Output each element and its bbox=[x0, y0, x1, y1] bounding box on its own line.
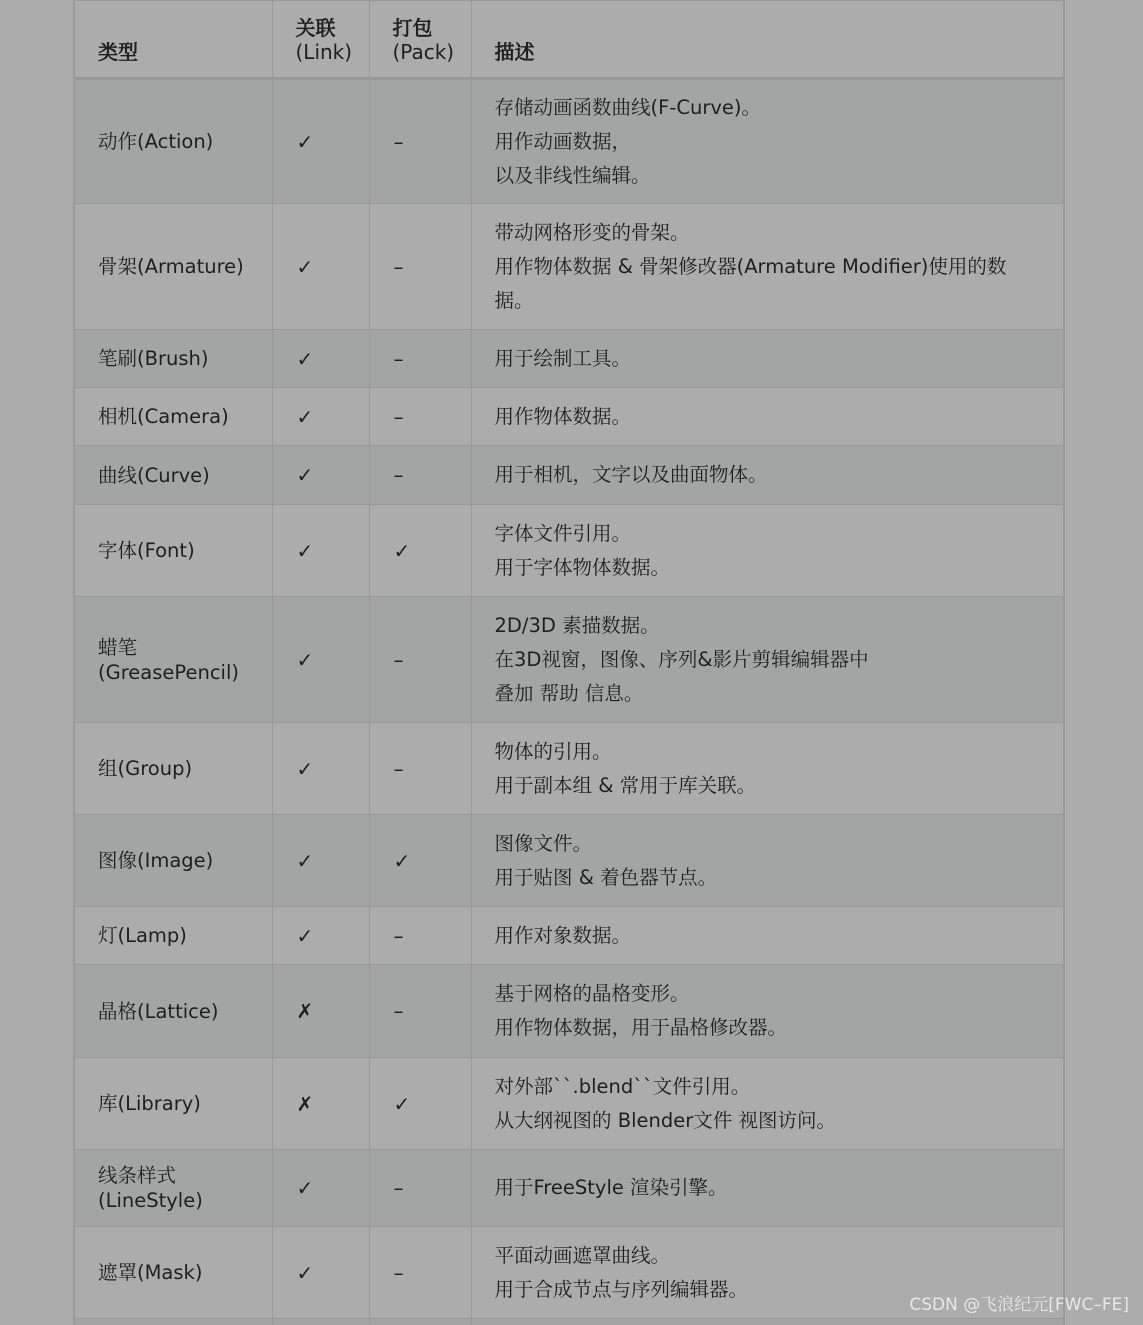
description-line: 用作对象数据。 bbox=[494, 923, 632, 947]
cell-link: ✓ bbox=[272, 1227, 369, 1319]
cell-link: ✓ bbox=[272, 907, 369, 965]
cell-type: 字体(Font) bbox=[75, 505, 272, 597]
cell-description bbox=[471, 446, 1063, 505]
table-row-partial bbox=[75, 1319, 1063, 1325]
cell-link: ✓ bbox=[272, 505, 369, 597]
cell-description bbox=[471, 1150, 1063, 1227]
header-link-line1: 关联 bbox=[295, 16, 336, 40]
cell-type: 晶格(Lattice) bbox=[75, 965, 272, 1058]
table-row bbox=[75, 79, 1063, 204]
cell-link: ✓ bbox=[272, 723, 369, 815]
cell-description bbox=[471, 723, 1063, 815]
cell-description bbox=[471, 505, 1063, 597]
description-line: 从大纲视图的 Blender文件 视图访问。 bbox=[494, 1108, 836, 1132]
cell-pack: ✓ bbox=[369, 815, 471, 907]
description-line: 用于绘制工具。 bbox=[494, 346, 632, 370]
description-line: 用于合成节点与序列编辑器。 bbox=[494, 1277, 749, 1301]
cell-pack: – bbox=[369, 446, 471, 505]
table-row bbox=[75, 1150, 1063, 1227]
cell-pack: – bbox=[369, 1227, 471, 1319]
header-pack-line1: 打包 bbox=[392, 16, 433, 40]
cell-empty bbox=[471, 1319, 1063, 1325]
description-line: 据。 bbox=[494, 288, 534, 312]
cell-type: 曲线(Curve) bbox=[75, 446, 272, 505]
description-line: 用于贴图 & 着色器节点。 bbox=[494, 865, 718, 889]
cell-link: ✓ bbox=[272, 597, 369, 723]
cell-pack: – bbox=[369, 965, 471, 1058]
description-line: 字体文件引用。 bbox=[494, 521, 632, 545]
description-line: 用作物体数据。 bbox=[494, 404, 632, 428]
cell-description bbox=[471, 388, 1063, 446]
table-row bbox=[75, 723, 1063, 815]
cell-type: 笔刷(Brush) bbox=[75, 330, 272, 388]
cell-pack: – bbox=[369, 597, 471, 723]
cell-pack: – bbox=[369, 907, 471, 965]
table-row bbox=[75, 597, 1063, 723]
table-header bbox=[75, 1, 1063, 79]
cell-type: 灯(Lamp) bbox=[75, 907, 272, 965]
cell-pack: ✓ bbox=[369, 505, 471, 597]
cell-description bbox=[471, 204, 1063, 330]
table-row bbox=[75, 815, 1063, 907]
cell-link: ✓ bbox=[272, 388, 369, 446]
header-link-line2: (Link) bbox=[295, 40, 353, 64]
table-row bbox=[75, 446, 1063, 505]
description-line: 图像文件。 bbox=[494, 831, 593, 855]
table-row bbox=[75, 965, 1063, 1058]
description-line: 存储动画函数曲线(F-Curve)。 bbox=[494, 95, 761, 119]
description-line: 平面动画遮罩曲线。 bbox=[494, 1243, 671, 1267]
description-line: 带动网格形变的骨架。 bbox=[494, 220, 690, 244]
header-link bbox=[272, 1, 369, 79]
cell-description bbox=[471, 907, 1063, 965]
cell-description bbox=[471, 815, 1063, 907]
table-row bbox=[75, 330, 1063, 388]
description-line: 用作动画数据， bbox=[494, 129, 632, 153]
cell-type: 相机(Camera) bbox=[75, 388, 272, 446]
datablock-table bbox=[75, 0, 1063, 1325]
cell-type: 遮罩(Mask) bbox=[75, 1227, 272, 1319]
header-row bbox=[75, 1, 1063, 79]
cell-link: ✓ bbox=[272, 204, 369, 330]
table-row bbox=[75, 204, 1063, 330]
description-line: 叠加 帮助 信息。 bbox=[494, 681, 644, 705]
description-line: 2D/3D 素描数据。 bbox=[494, 613, 660, 637]
cell-type: 库(Library) bbox=[75, 1058, 272, 1150]
cell-type: 动作(Action) bbox=[75, 79, 272, 204]
cell-link: ✗ bbox=[272, 1058, 369, 1150]
table-row bbox=[75, 388, 1063, 446]
description-line: 用于FreeStyle 渲染引擎。 bbox=[494, 1176, 728, 1199]
description-line: 在3D视窗，图像、序列&影片剪辑编辑器中 bbox=[494, 647, 869, 671]
description-line: 用于相机，文字以及曲面物体。 bbox=[494, 463, 768, 486]
cell-type: 组(Group) bbox=[75, 723, 272, 815]
cell-empty bbox=[369, 1319, 471, 1325]
cell-pack: – bbox=[369, 1150, 471, 1227]
cell-link: ✓ bbox=[272, 79, 369, 204]
watermark: CSDN @飞浪纪元[FWC–FE] bbox=[909, 1295, 1129, 1315]
description-line: 物体的引用。 bbox=[494, 739, 612, 763]
cell-link: ✓ bbox=[272, 1150, 369, 1227]
cell-link: ✓ bbox=[272, 815, 369, 907]
description-line: 基于网格的晶格变形。 bbox=[494, 982, 690, 1005]
table-row bbox=[75, 1058, 1063, 1150]
cell-description bbox=[471, 597, 1063, 723]
cell-pack: – bbox=[369, 204, 471, 330]
cell-pack: – bbox=[369, 330, 471, 388]
cell-type: 线条样式 (LineStyle) bbox=[75, 1150, 272, 1227]
cell-pack: – bbox=[369, 723, 471, 815]
description-line: 用于副本组 & 常用于库关联。 bbox=[494, 773, 757, 797]
description-line: 用作物体数据 & 骨架修改器(Armature Modifier)使用的数 bbox=[494, 254, 1007, 278]
cell-link: ✓ bbox=[272, 330, 369, 388]
cell-pack: – bbox=[369, 388, 471, 446]
cell-pack: ✓ bbox=[369, 1058, 471, 1150]
table-row bbox=[75, 907, 1063, 965]
description-line: 用作物体数据，用于晶格修改器。 bbox=[494, 1016, 788, 1039]
header-pack-line2: (Pack) bbox=[392, 40, 455, 64]
cell-empty bbox=[75, 1319, 272, 1325]
table-body bbox=[75, 79, 1063, 1325]
cell-description bbox=[471, 79, 1063, 204]
description-line: 以及非线性编辑。 bbox=[494, 163, 651, 187]
datablock-table-container bbox=[73, 0, 1065, 1325]
cell-description bbox=[471, 330, 1063, 388]
cell-description bbox=[471, 965, 1063, 1058]
header-description: 描述 bbox=[471, 1, 1063, 79]
cell-pack: – bbox=[369, 79, 471, 204]
header-type: 类型 bbox=[75, 1, 272, 79]
description-line: 对外部``.blend``文件引用。 bbox=[494, 1074, 751, 1098]
cell-description bbox=[471, 1058, 1063, 1150]
description-line: 用于字体物体数据。 bbox=[494, 555, 671, 579]
table-row bbox=[75, 505, 1063, 597]
header-pack bbox=[369, 1, 471, 79]
cell-link: ✓ bbox=[272, 446, 369, 505]
cell-type: 图像(Image) bbox=[75, 815, 272, 907]
cell-type: 骨架(Armature) bbox=[75, 204, 272, 330]
cell-type: 蜡笔 (GreasePencil) bbox=[75, 597, 272, 723]
cell-empty bbox=[272, 1319, 369, 1325]
cell-link: ✗ bbox=[272, 965, 369, 1058]
